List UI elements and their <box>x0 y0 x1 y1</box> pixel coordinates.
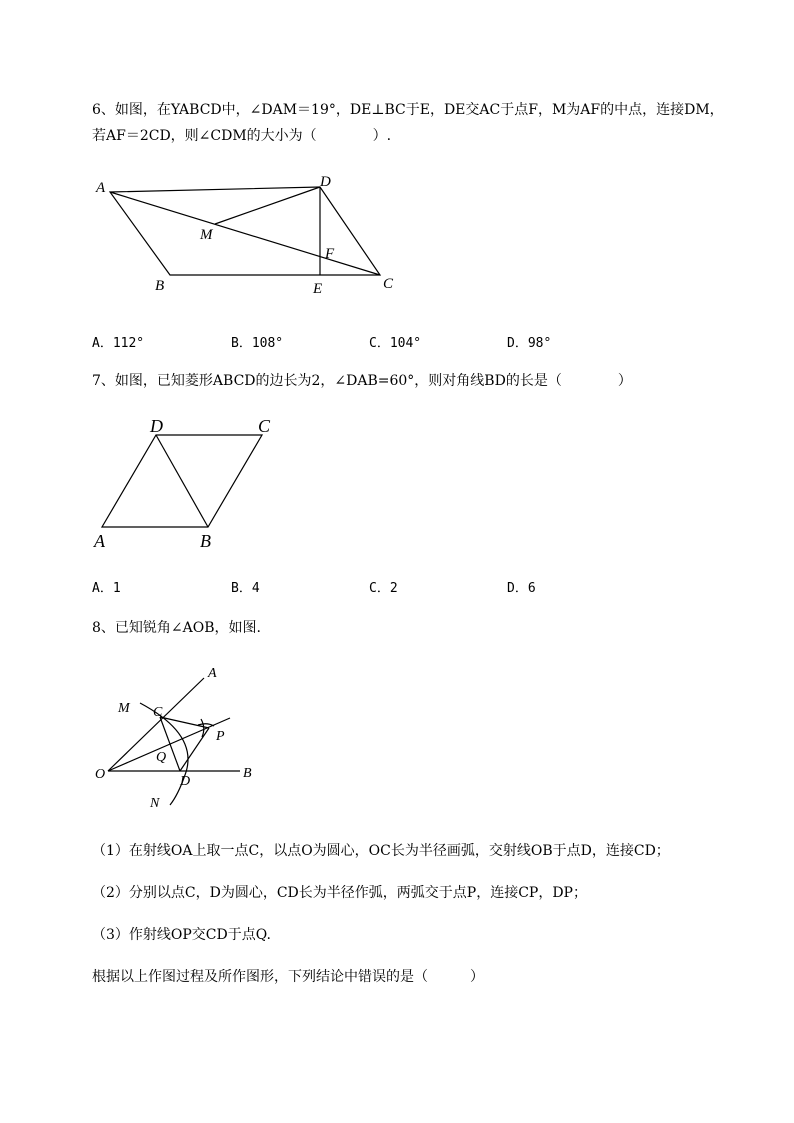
q8-step2: （2）分别以点C，D为圆心，CD长为半径作弧，两弧交于点P，连接CP，DP； <box>92 885 587 901</box>
q8-conclusion: 根据以上作图过程及所作图形，下列结论中错误的是（ ） <box>92 969 484 985</box>
q8-label-A: A <box>208 666 217 681</box>
q6-label-D: D <box>320 174 331 190</box>
q6-option-d: D．98° <box>507 336 552 351</box>
q6-label-B: B <box>155 278 165 294</box>
q8-step1: （1）在射线OA上取一点C，以点O为圆心，OC长为半径画弧，交射线OB于点D，连接CD； <box>92 843 670 859</box>
q8-label-O: O <box>95 767 106 782</box>
q7-stem: 7、如图，已知菱形ABCD的边长为2，∠DAB=60°，则对角线BD的长是（ ） <box>92 373 632 389</box>
q6-option-a: A．112° <box>92 336 145 351</box>
q8-label-N: N <box>150 796 160 811</box>
q7-option-b: B．4 <box>231 581 260 596</box>
q6-stem-line2: 若AF＝2CD，则∠CDM的大小为（ ）. <box>92 128 392 144</box>
q7-label-C: C <box>258 416 271 436</box>
q7-label-D: D <box>150 416 163 436</box>
q6-label-E: E <box>313 281 323 297</box>
q8-label-C: C <box>153 705 163 720</box>
q8-label-Q: Q <box>156 750 167 765</box>
q8-label-M: M <box>118 701 130 716</box>
q6-label-A: A <box>96 180 106 196</box>
q7-label-B: B <box>200 531 211 551</box>
q7-option-d: D．6 <box>507 581 536 596</box>
q6-option-b: B．108° <box>231 336 284 351</box>
q8-label-B: B <box>243 766 252 781</box>
q6-label-C: C <box>383 276 394 292</box>
q7-option-a: A．1 <box>92 581 121 596</box>
q8-label-D: D <box>180 774 191 789</box>
q6-stem-line1: 6、如图，在YABCD中，∠DAM＝19°，DE⊥BC于E，DE交AC于点F，M为AF的中点，连接DM， <box>92 102 724 118</box>
q8-stem: 8、已知锐角∠AOB，如图. <box>92 620 261 636</box>
q6-label-F: F <box>325 246 335 262</box>
q7-label-A: A <box>94 531 105 551</box>
q6-option-c: C．104° <box>369 336 422 351</box>
q8-step3: （3）作射线OP交CD于点Q. <box>92 927 271 943</box>
q6-label-M: M <box>200 227 213 243</box>
q7-option-c: C．2 <box>369 581 398 596</box>
q8-label-P: P <box>216 729 225 744</box>
